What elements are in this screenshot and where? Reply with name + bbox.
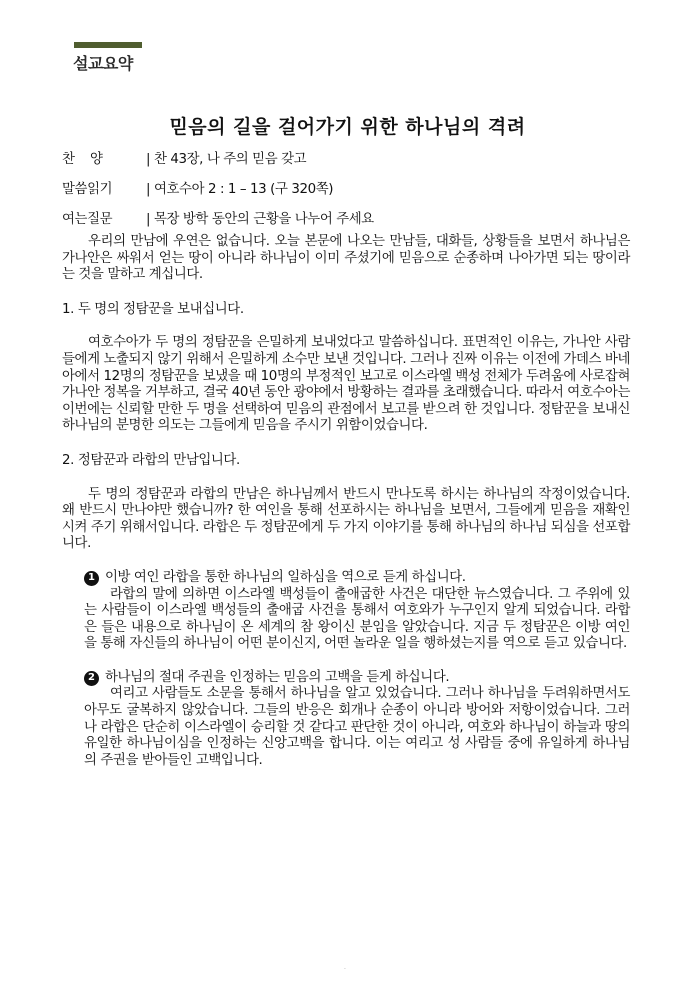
meta-value: | 목장 방학 동안의 근황을 나누어 주세요 [146, 212, 374, 227]
meta-value: | 찬 43장, 나 주의 믿음 갖고 [146, 152, 307, 167]
meta-label: 여는질문 [62, 212, 113, 227]
point-body: 라합의 말에 의하면 이스라엘 백성들이 출애굽한 사건은 대단한 뉴스였습니다. 그 주위에 있는 사람들이 이스라엘 백성들의 출애굽 사건을 통해서 여호와가 누구인지 알게 되었습니다. 라합은 들은 내용으로 하나님이 온 세계의 참 왕이신 분임을 알았습니다. 지금 두 정탐꾼은 이방 여인을 통해 자신들의 하나님이 어떤 분이신지, 어떤 놀라운 일을 행하셨는지를 역으로 듣고 있습니다. [84, 586, 630, 652]
meta-row-hymn [62, 152, 630, 168]
section-body-1: 여호수아가 두 명의 정탐꾼을 은밀하게 보내었다고 말씀하십니다. 표면적인 이유는, 가나안 사람들에게 노출되지 않기 위해서 은밀하게 소수만 보낸 것입니다. 그러나 진짜 이유는 이전에 가데스 바네아에서 12명의 정탐꾼을 보냈을 때 10명의 부정적인 보고로 이스라엘 백성 전체가 두려움에 사로잡혀 가나안 정복을 거부하고, 결국 40년 동안 광야에서 방황하는 결과를 초래했습니다. 따라서 여호수아는 이번에는 신뢰할 만한 두 명을 선택하여 믿음의 관점에서 보고를 받으려 한 것입니다. 정탐꾼을 보내신 하나님의 분명한 의도는 그들에게 믿음을 주시기 위함이었습니다. [62, 335, 630, 434]
point-body: 여리고 사람들도 소문을 통해서 하나님을 알고 있었습니다. 그러나 하나님을 두려워하면서도 아무도 굴복하지 않았습니다. 그들의 반응은 회개나 순종이 아니라 방어와 저항이었습니다. 그러나 라합은 단순히 이스라엘이 승리할 것 같다고 판단한 것이 아니라, 여호와 하나님이 하늘과 땅의 유일한 하나님이심을 인정하는 신앙고백을 합니다. 이는 여리고 성 사람들 중에 유일하게 하나님의 주권을 받아들인 고백입니다. [84, 686, 630, 768]
document-body [62, 152, 630, 769]
point-2 [84, 670, 630, 770]
point-heading-text: 이방 여인 라합을 통한 하나님의 일하심을 역으로 듣게 하십니다. [105, 569, 466, 585]
header-bar [74, 42, 142, 48]
section-heading-1: 1. 두 명의 정탐꾼을 보내십니다. [62, 301, 244, 317]
page-title: 믿음의 길을 걸어가기 위한 하나님의 격려 [169, 116, 526, 138]
spacer [62, 553, 630, 570]
point-1 [84, 570, 630, 653]
intro-paragraph: 우리의 만남에 우연은 없습니다. 오늘 본문에 나오는 만남들, 대화들, 상황들을 보면서 하나님은 가나안은 싸워서 얻는 땅이 아니라 하나님이 이미 주셨기에 믿음으로 순종하며 나아가면 되는 땅이라는 것을 말하고 계십니다. [62, 234, 630, 283]
section-heading-2: 2. 정탐꾼과 라합의 만남입니다. [62, 452, 240, 468]
meta-row-reading [62, 182, 630, 198]
point-heading [84, 670, 630, 687]
page-marker: . [344, 964, 346, 971]
point-heading [84, 570, 630, 587]
meta-label: 찬 양 [62, 152, 103, 167]
section-body-2: 두 명의 정탐꾼과 라합의 만남은 하나님께서 반드시 만나도록 하시는 하나님의 작정이었습니다. 왜 반드시 만나야만 했습니까? 한 여인을 통해 선포하시는 하나님을 보면서, 그들에게 믿음을 재확인시켜 주기 위해서입니다. 라합은 두 정탐꾼에게 두 가지 이야기를 통해 하나님의 하나님 되심을 선포합니다. [62, 486, 630, 552]
point-heading-text: 하나님의 절대 주권을 인정하는 믿음의 고백을 듣게 하십니다. [105, 669, 450, 685]
header-label: 설교요약 [73, 54, 133, 73]
meta-value: | 여호수아 2 : 1 – 13 (구 320쪽) [146, 182, 334, 197]
meta-row-question [62, 212, 630, 228]
numbered-bullet-icon: 2 [84, 671, 99, 686]
numbered-bullet-icon: 1 [84, 571, 99, 586]
spacer [62, 653, 630, 670]
meta-label: 말씀읽기 [62, 182, 113, 197]
